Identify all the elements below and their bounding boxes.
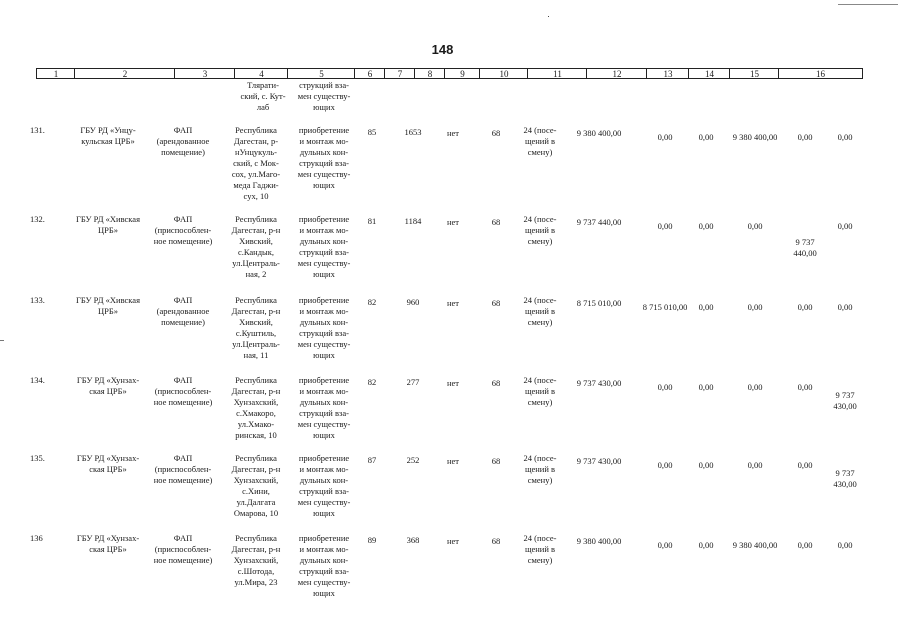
cell-line: струкций вза- xyxy=(299,486,349,496)
cell-c6: 89 xyxy=(367,535,377,545)
cell-c10 xyxy=(512,533,568,566)
cell-line: ФАП xyxy=(173,453,193,463)
cell-num: 132. xyxy=(30,214,45,224)
cell-line: щений в xyxy=(524,225,556,235)
continuation-address-cell xyxy=(232,80,294,113)
cell-c12: 0,00 xyxy=(657,540,673,550)
cell-line: 0,00 xyxy=(797,302,813,312)
cell-line: 0,00 xyxy=(797,460,813,470)
cell-line: помещение) xyxy=(161,147,205,157)
cell-line: дульных кон- xyxy=(299,236,349,246)
cell-line: 0,00 xyxy=(837,132,853,142)
cell-line: ГБУ РД «Хунзах- xyxy=(76,375,140,385)
cell-line: 24 (посе- xyxy=(523,453,557,463)
cell-line: 24 (посе- xyxy=(523,375,557,385)
cell-work xyxy=(290,533,358,599)
cell-type xyxy=(150,295,216,328)
header-cell-5: 5 xyxy=(287,68,355,79)
cell-line: Хунзахский, xyxy=(233,397,279,407)
cell-c15 xyxy=(785,460,825,471)
cell-line: (арендованное xyxy=(156,136,210,146)
cell-line: струкций вза- xyxy=(299,328,349,338)
cell-work xyxy=(290,375,358,441)
cell-line: меда Гаджи- xyxy=(233,180,279,190)
cell-type xyxy=(150,375,216,408)
cell-num: 134. xyxy=(30,375,45,385)
cell-line: 9 380 400,00 xyxy=(732,540,778,550)
cell-line: Хивский, xyxy=(239,236,273,246)
cell-c12: 0,00 xyxy=(657,382,673,392)
cell-c13: 0,00 xyxy=(698,132,714,142)
cell-line: Республика xyxy=(235,375,277,385)
cell-line: сох, ул.Маго- xyxy=(231,169,281,179)
cell-line: щений в xyxy=(524,136,556,146)
cell-c15 xyxy=(785,302,825,313)
cell-line: дульных кон- xyxy=(299,317,349,327)
header-cell-14: 14 xyxy=(688,68,730,79)
cell-line: ющих xyxy=(313,430,335,440)
cell-line: кульская ЦРБ» xyxy=(81,136,135,146)
cell-line: ющих xyxy=(313,508,335,518)
cell-c6: 82 xyxy=(367,297,377,307)
cell-line: 440,00 xyxy=(793,248,817,258)
cell-c16 xyxy=(826,132,864,143)
cell-line: ГБУ РД «Хунзах- xyxy=(76,453,140,463)
cell-line: сух, 10 xyxy=(243,191,269,201)
header-cell-6: 6 xyxy=(354,68,385,79)
cell-c12: 0,00 xyxy=(657,132,673,142)
cell-line: Дагестан, р-н xyxy=(231,386,281,396)
cell-line: ГБУ РД «Хунзах- xyxy=(76,533,140,543)
cell-line: щений в xyxy=(524,386,556,396)
cell-c10 xyxy=(512,453,568,486)
cell-line: дульных кон- xyxy=(299,147,349,157)
cell-line: (приспособлен- xyxy=(154,225,212,235)
cell-work xyxy=(290,295,358,361)
cell-org xyxy=(66,125,150,147)
cell-line: ющих xyxy=(313,269,335,279)
cell-line: приобретение xyxy=(298,533,350,543)
cell-c9: 68 xyxy=(491,536,501,546)
cell-c13: 0,00 xyxy=(698,302,714,312)
cell-line: смену) xyxy=(527,147,553,157)
cell-line: и монтаж мо- xyxy=(299,136,349,146)
cell-c12: 0,00 xyxy=(657,221,673,231)
cell-num: 133. xyxy=(30,295,45,305)
cell-line: 0,00 xyxy=(797,382,813,392)
cell-line: 430,00 xyxy=(833,401,857,411)
cell-line: ГБУ РД «Хивская xyxy=(75,295,140,305)
cell-line: 0,00 xyxy=(747,460,763,470)
cell-c8: нет xyxy=(446,217,460,227)
cell-line: ющих xyxy=(313,102,335,112)
cell-line: ул.Далгата xyxy=(236,497,276,507)
cell-line: Дагестан, р-н xyxy=(231,306,281,316)
cell-line: (приспособлен- xyxy=(154,386,212,396)
cell-line: ющих xyxy=(313,588,335,598)
cell-address xyxy=(222,533,290,588)
cell-c11: 9 380 400,00 xyxy=(576,128,622,138)
cell-c14 xyxy=(724,302,786,313)
cell-line: и монтаж мо- xyxy=(299,464,349,474)
cell-line: лаб xyxy=(256,102,270,112)
cell-line: Республика xyxy=(235,214,277,224)
cell-line: с.Куштиль, xyxy=(235,328,277,338)
cell-line: щений в xyxy=(524,306,556,316)
cell-line: щений в xyxy=(524,544,556,554)
cell-line: 0,00 xyxy=(747,221,763,231)
cell-line: 430,00 xyxy=(833,479,857,489)
cell-c13: 0,00 xyxy=(698,540,714,550)
cell-line: струкций вза- xyxy=(299,247,349,257)
cell-line: ное помещение) xyxy=(153,236,213,246)
cell-line: ский, с Мок- xyxy=(233,158,279,168)
cell-line: 0,00 xyxy=(837,221,853,231)
cell-line: мен существу- xyxy=(297,91,351,101)
cell-type xyxy=(150,125,216,158)
cell-line: приобретение xyxy=(298,375,350,385)
cell-line: дульных кон- xyxy=(299,397,349,407)
header-cell-15: 15 xyxy=(729,68,779,79)
cell-c6: 81 xyxy=(367,216,377,226)
cell-c15 xyxy=(785,132,825,143)
cell-line: Республика xyxy=(235,453,277,463)
header-cell-16: 16 xyxy=(778,68,863,79)
cell-line: 0,00 xyxy=(797,132,813,142)
cell-c7: 1653 xyxy=(404,127,422,137)
cell-line: ющих xyxy=(313,180,335,190)
cell-org xyxy=(66,295,150,317)
cell-c14 xyxy=(724,132,786,143)
header-cell-1: 1 xyxy=(36,68,75,79)
cell-line: приобретение xyxy=(298,125,350,135)
cell-address xyxy=(222,453,290,519)
cell-line: нУнцукуль- xyxy=(234,147,277,157)
header-cell-10: 10 xyxy=(479,68,528,79)
cell-line: ЦРБ» xyxy=(98,306,118,316)
cell-line: 0,00 xyxy=(747,382,763,392)
cell-line: 9 380 400,00 xyxy=(732,132,778,142)
cell-line: мен существу- xyxy=(297,339,351,349)
cell-line: 24 (посе- xyxy=(523,125,557,135)
cell-line: ул.Мира, 23 xyxy=(234,577,278,587)
cell-line: ская ЦРБ» xyxy=(89,386,127,396)
cell-line: и монтаж мо- xyxy=(299,225,349,235)
cell-c9: 68 xyxy=(491,298,501,308)
cell-line: смену) xyxy=(527,555,553,565)
cell-org xyxy=(66,533,150,555)
cell-line: струкций вза- xyxy=(299,158,349,168)
cell-c14 xyxy=(724,460,786,471)
cell-c15 xyxy=(785,382,825,393)
cell-line: 0,00 xyxy=(797,540,813,550)
cell-line: с.Кандык, xyxy=(237,247,275,257)
cell-line: Хунзахский, xyxy=(233,475,279,485)
cell-line: Омарова, 10 xyxy=(233,508,279,518)
cell-line: (арендованное xyxy=(156,306,210,316)
header-cell-4: 4 xyxy=(234,68,288,79)
cell-line: мен существу- xyxy=(297,577,351,587)
header-cell-8: 8 xyxy=(414,68,445,79)
cell-c12: 8 715 010,00 xyxy=(642,302,688,312)
cell-address xyxy=(222,375,290,441)
cell-line: Республика xyxy=(235,533,277,543)
cell-line: 24 (посе- xyxy=(523,533,557,543)
cell-org xyxy=(66,453,150,475)
cell-c8: нет xyxy=(446,378,460,388)
cell-line: ющих xyxy=(313,350,335,360)
cell-num: 136 xyxy=(30,533,43,543)
cell-c16 xyxy=(826,390,864,412)
cell-line: струкций вза- xyxy=(299,408,349,418)
cell-line: ФАП xyxy=(173,214,193,224)
cell-line: мен существу- xyxy=(297,497,351,507)
cell-c13: 0,00 xyxy=(698,382,714,392)
cell-c8: нет xyxy=(446,128,460,138)
cell-line: 0,00 xyxy=(837,302,853,312)
cell-c10 xyxy=(512,125,568,158)
cell-c8: нет xyxy=(446,298,460,308)
cell-line: и монтаж мо- xyxy=(299,386,349,396)
scan-speck xyxy=(838,4,898,5)
cell-line: ул.Хмако- xyxy=(237,419,275,429)
cell-c7: 1184 xyxy=(404,216,422,226)
cell-line: Дагестан, р-н xyxy=(231,225,281,235)
cell-org xyxy=(66,375,150,397)
cell-address xyxy=(222,125,290,202)
cell-c16 xyxy=(826,540,864,551)
cell-c15 xyxy=(785,540,825,551)
cell-line: ФАП xyxy=(173,295,193,305)
cell-c13: 0,00 xyxy=(698,221,714,231)
cell-line: 9 737 xyxy=(835,468,855,478)
cell-line: мен существу- xyxy=(297,419,351,429)
cell-work xyxy=(290,125,358,191)
cell-line: приобретение xyxy=(298,214,350,224)
cell-line: ное помещение) xyxy=(153,555,213,565)
cell-line: смену) xyxy=(527,475,553,485)
cell-line: и монтаж мо- xyxy=(299,544,349,554)
cell-c10 xyxy=(512,214,568,247)
cell-work xyxy=(290,453,358,519)
cell-c11: 9 737 430,00 xyxy=(576,378,622,388)
cell-line: струкций вза- xyxy=(299,80,349,90)
cell-line: 24 (посе- xyxy=(523,214,557,224)
cell-c7: 277 xyxy=(406,377,420,387)
cell-work xyxy=(290,214,358,280)
cell-line: Хивский, xyxy=(239,317,273,327)
cell-type xyxy=(150,214,216,247)
cell-type xyxy=(150,533,216,566)
cell-c16 xyxy=(826,468,864,490)
cell-org xyxy=(66,214,150,236)
cell-c11: 8 715 010,00 xyxy=(576,298,622,308)
cell-c15 xyxy=(785,237,825,259)
cell-line: ное помещение) xyxy=(153,475,213,485)
cell-line: ул.Централь- xyxy=(232,339,280,349)
cell-line: ФАП xyxy=(173,533,193,543)
scan-speck xyxy=(0,340,4,341)
header-cell-13: 13 xyxy=(646,68,689,79)
cell-num: 135. xyxy=(30,453,45,463)
cell-line: ное помещение) xyxy=(153,397,213,407)
cell-c11: 9 737 440,00 xyxy=(576,217,622,227)
cell-c9: 68 xyxy=(491,456,501,466)
cell-line: помещение) xyxy=(161,317,205,327)
cell-line: приобретение xyxy=(298,295,350,305)
cell-line: ГБУ РД «Хивская xyxy=(75,214,140,224)
cell-c12: 0,00 xyxy=(657,460,673,470)
cell-line: ФАП xyxy=(173,375,193,385)
cell-c9: 68 xyxy=(491,217,501,227)
cell-line: (приспособлен- xyxy=(154,464,212,474)
cell-line: ФАП xyxy=(173,125,193,135)
cell-line: 24 (посе- xyxy=(523,295,557,305)
cell-c14 xyxy=(724,382,786,393)
cell-c10 xyxy=(512,295,568,328)
cell-type xyxy=(150,453,216,486)
cell-c8: нет xyxy=(446,456,460,466)
header-cell-3: 3 xyxy=(174,68,235,79)
cell-line: с.Шотода, xyxy=(237,566,275,576)
header-cell-2: 2 xyxy=(74,68,175,79)
cell-line: Дагестан, р- xyxy=(233,136,279,146)
cell-c13: 0,00 xyxy=(698,460,714,470)
cell-line: мен существу- xyxy=(297,169,351,179)
cell-c11: 9 380 400,00 xyxy=(576,536,622,546)
cell-line: ная, 11 xyxy=(243,350,269,360)
cell-line: (приспособлен- xyxy=(154,544,212,554)
cell-c7: 368 xyxy=(406,535,420,545)
cell-line: 9 737 xyxy=(795,237,815,247)
cell-line: Дагестан, р-н xyxy=(231,464,281,474)
cell-c7: 252 xyxy=(406,455,420,465)
cell-c9: 68 xyxy=(491,378,501,388)
cell-line: с.Хмакоро, xyxy=(236,408,276,418)
cell-c6: 85 xyxy=(367,127,377,137)
cell-line: 9 737 xyxy=(835,390,855,400)
cell-line: 0,00 xyxy=(837,540,853,550)
cell-line: и монтаж мо- xyxy=(299,306,349,316)
cell-line: Тлярати- xyxy=(247,80,279,90)
cell-line: ул.Централь- xyxy=(232,258,280,268)
cell-line: ская ЦРБ» xyxy=(89,544,127,554)
cell-line: струкций вза- xyxy=(299,566,349,576)
cell-c8: нет xyxy=(446,536,460,546)
cell-line: ская ЦРБ» xyxy=(89,464,127,474)
scan-speck xyxy=(548,16,549,17)
header-cell-9: 9 xyxy=(444,68,480,79)
cell-c7: 960 xyxy=(406,297,420,307)
cell-c11: 9 737 430,00 xyxy=(576,456,622,466)
cell-c16 xyxy=(826,302,864,313)
cell-c6: 87 xyxy=(367,455,377,465)
cell-line: смену) xyxy=(527,236,553,246)
header-cell-12: 12 xyxy=(586,68,647,79)
cell-line: ЦРБ» xyxy=(98,225,118,235)
cell-line: ная, 2 xyxy=(245,269,267,279)
cell-num: 131. xyxy=(30,125,45,135)
cell-c14 xyxy=(724,540,786,551)
page-number: 148 xyxy=(431,42,454,57)
cell-line: смену) xyxy=(527,397,553,407)
cell-line: ГБУ РД «Унцу- xyxy=(80,125,136,135)
cell-line: щений в xyxy=(524,464,556,474)
cell-line: 0,00 xyxy=(747,302,763,312)
cell-line: Республика xyxy=(235,295,277,305)
cell-c6: 82 xyxy=(367,377,377,387)
cell-line: Республика xyxy=(235,125,277,135)
cell-address xyxy=(222,295,290,361)
header-cell-11: 11 xyxy=(527,68,587,79)
cell-c14 xyxy=(724,221,786,232)
cell-line: ринская, 10 xyxy=(235,430,277,440)
cell-c9: 68 xyxy=(491,128,501,138)
cell-line: дульных кон- xyxy=(299,475,349,485)
cell-line: с.Хини, xyxy=(242,486,270,496)
cell-line: ский, с. Кут- xyxy=(240,91,286,101)
cell-line: Хунзахский, xyxy=(233,555,279,565)
cell-line: мен существу- xyxy=(297,258,351,268)
continuation-work-cell xyxy=(290,80,358,113)
table-header-row xyxy=(36,68,862,79)
cell-line: смену) xyxy=(527,317,553,327)
cell-address xyxy=(222,214,290,280)
cell-line: приобретение xyxy=(298,453,350,463)
cell-c16 xyxy=(826,221,864,232)
header-cell-7: 7 xyxy=(384,68,415,79)
cell-line: Дагестан, р-н xyxy=(231,544,281,554)
cell-line: дульных кон- xyxy=(299,555,349,565)
cell-c10 xyxy=(512,375,568,408)
